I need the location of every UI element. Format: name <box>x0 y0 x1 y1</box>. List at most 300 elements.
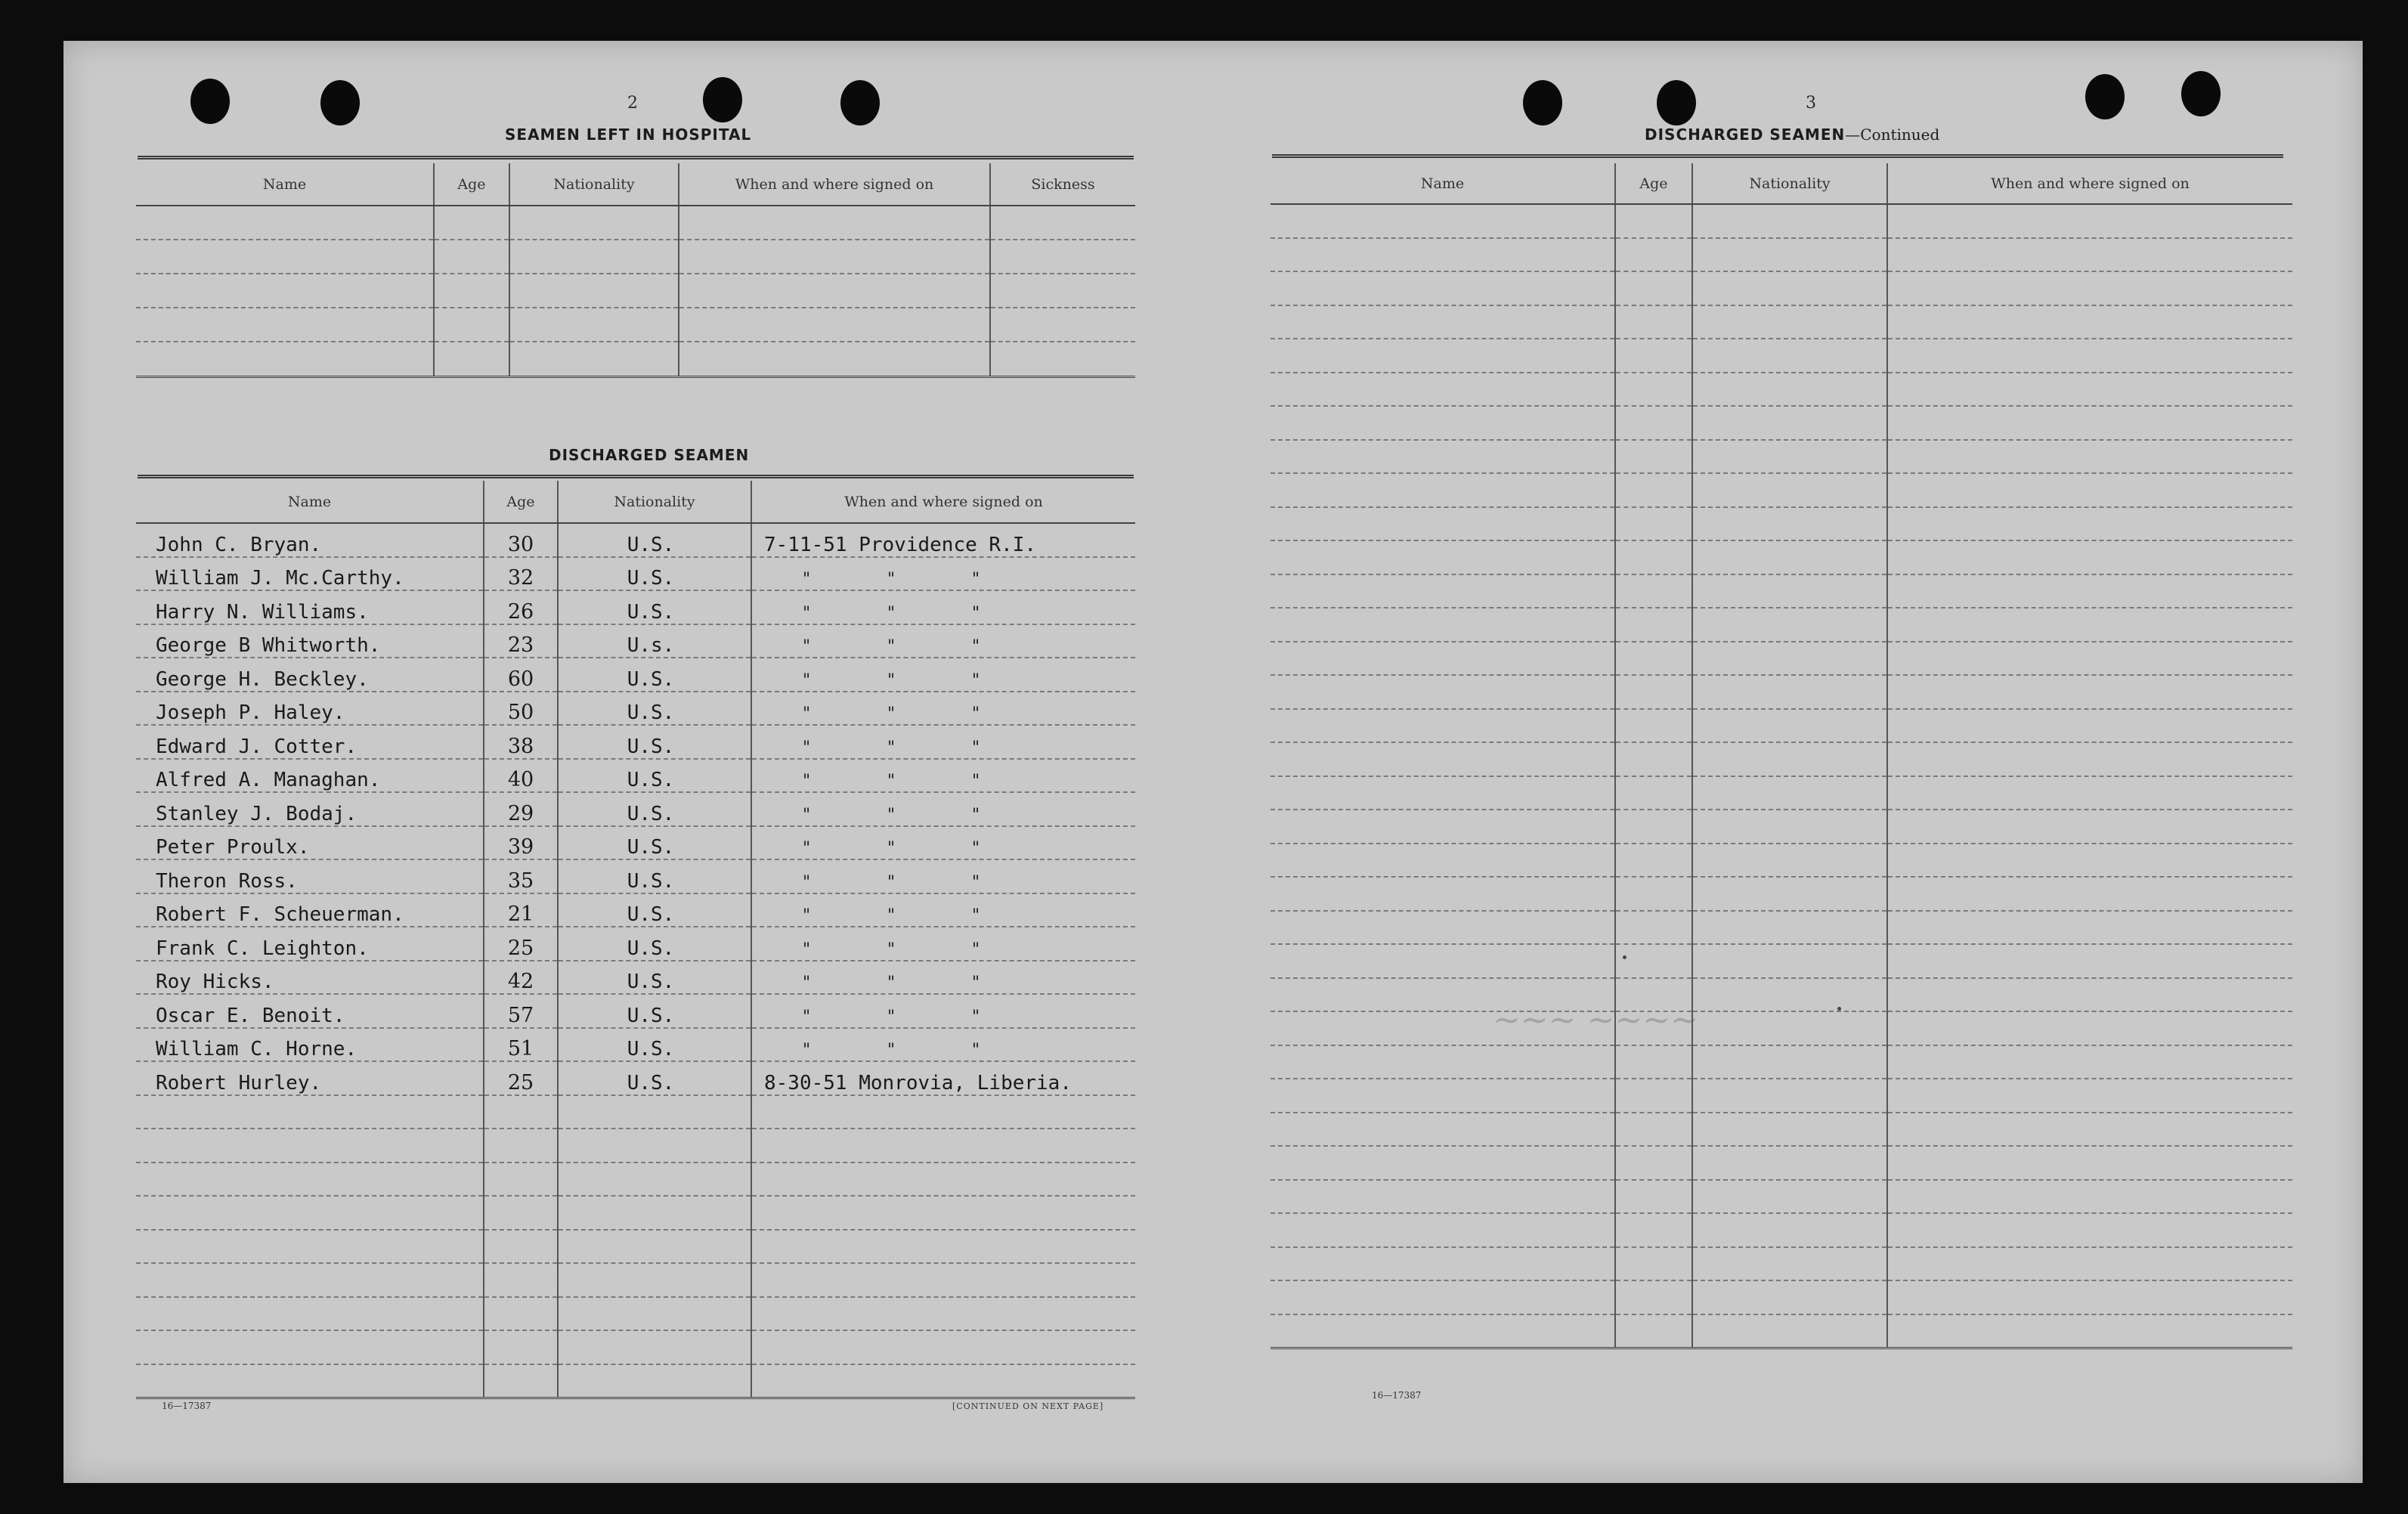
seaman-signed-on <box>751 1297 1135 1331</box>
empty-cell <box>1692 1280 1887 1314</box>
empty-cell <box>1615 1045 1692 1079</box>
seaman-age <box>484 792 558 826</box>
empty-cell <box>1692 440 1887 474</box>
seaman-age <box>484 1263 558 1297</box>
table-row <box>136 792 1135 826</box>
table-row <box>1271 911 2292 945</box>
empty-cell <box>1271 776 1615 810</box>
seaman-nationality <box>558 759 751 793</box>
empty-cell <box>1615 1113 1692 1147</box>
empty-cell <box>1271 1314 1615 1348</box>
empty-cell <box>1271 373 1615 407</box>
right-top-rule <box>1272 154 2283 158</box>
seaman-signed-on <box>751 692 1135 726</box>
empty-cell <box>1887 709 2292 743</box>
empty-cell <box>1615 642 1692 676</box>
ditto-mark: " <box>971 1007 980 1026</box>
seaman-signed-on <box>751 994 1135 1028</box>
ditto-mark: " <box>887 805 896 825</box>
seaman-name <box>136 1263 484 1297</box>
seaman-age <box>484 590 558 624</box>
table-row <box>1271 877 2292 911</box>
empty-cell <box>1692 1146 1887 1180</box>
ditto-mark: " <box>802 1041 811 1060</box>
table-row <box>136 1095 1135 1129</box>
seaman-nationality <box>558 1095 751 1129</box>
empty-cell <box>1615 944 1692 978</box>
seaman-name <box>136 1297 484 1331</box>
seaman-name-text: Stanley J. Bodaj. <box>156 802 357 825</box>
table-row <box>136 1297 1135 1331</box>
column-header-name: Name <box>1271 163 1615 204</box>
empty-cell <box>1692 911 1887 945</box>
empty-cell <box>1615 574 1692 608</box>
table-row <box>1271 844 2292 878</box>
page-number: 3 <box>1806 94 1816 113</box>
empty-cell <box>1692 473 1887 507</box>
seaman-age <box>484 1330 558 1364</box>
seaman-name <box>136 1061 484 1095</box>
seaman-signed-on <box>751 590 1135 624</box>
empty-cell <box>1615 776 1692 810</box>
seaman-signed-on <box>751 792 1135 826</box>
empty-cell <box>1887 608 2292 642</box>
document-sheet <box>63 41 2363 1483</box>
empty-cell <box>1271 271 1615 305</box>
hospital-top-rule <box>138 156 1134 159</box>
empty-cell <box>1692 305 1887 339</box>
empty-cell <box>1615 238 1692 272</box>
title-text: DISCHARGED SEAMEN <box>1645 125 1846 144</box>
table-row <box>136 1364 1135 1398</box>
seaman-name <box>136 1364 484 1398</box>
seaman-nationality <box>558 1061 751 1095</box>
seaman-signed-on-text: 7-11-51 Providence R.I. <box>764 533 1037 556</box>
seaman-name <box>136 624 484 658</box>
punch-hole <box>840 80 880 125</box>
seaman-age <box>484 961 558 995</box>
seaman-age-text: 57 <box>507 1003 534 1027</box>
empty-cell <box>1692 507 1887 541</box>
table-row <box>1271 1213 2292 1247</box>
seaman-signed-on <box>751 1095 1135 1129</box>
seaman-nationality <box>558 1163 751 1197</box>
seaman-name <box>136 1230 484 1264</box>
table-row <box>136 624 1135 658</box>
ditto-mark: " <box>971 570 980 589</box>
seaman-signed-on <box>751 893 1135 927</box>
table-row <box>136 1263 1135 1297</box>
table-row <box>1271 305 2292 339</box>
seaman-name <box>136 557 484 591</box>
ditto-mark: " <box>887 772 896 791</box>
seaman-signed-on-text: 8-30-51 Monrovia, Liberia. <box>764 1071 1072 1094</box>
table-row <box>136 994 1135 1028</box>
table-row <box>136 523 1135 557</box>
empty-cell <box>1271 1045 1615 1079</box>
seaman-name-text: Harry N. Williams. <box>156 600 369 624</box>
empty-cell <box>1887 1079 2292 1113</box>
table-row <box>136 893 1135 927</box>
ditto-mark: " <box>971 906 980 925</box>
ditto-mark: " <box>971 974 980 992</box>
empty-cell <box>1887 1045 2292 1079</box>
seaman-nationality-text: U.S. <box>627 1004 675 1027</box>
seaman-signed-on <box>751 759 1135 793</box>
ditto-mark: " <box>802 906 811 925</box>
ditto-mark: " <box>802 704 811 723</box>
table-row <box>1271 1113 2292 1147</box>
empty-cell <box>1887 810 2292 844</box>
ditto-mark: " <box>971 1041 980 1060</box>
seaman-name <box>136 658 484 692</box>
empty-cell <box>1615 1314 1692 1348</box>
table-row <box>136 826 1135 860</box>
empty-cell <box>1615 507 1692 541</box>
column-header-signed-on: When and where signed on <box>679 163 990 206</box>
empty-cell <box>1692 574 1887 608</box>
seaman-signed-on <box>751 961 1135 995</box>
ditto-mark: " <box>802 738 811 757</box>
seaman-name-text: George H. Beckley. <box>156 667 369 691</box>
seaman-age-text: 21 <box>507 903 534 926</box>
table-row <box>136 859 1135 893</box>
seaman-name-text: Robert F. Scheuerman. <box>156 903 404 926</box>
seaman-nationality <box>558 893 751 927</box>
ditto-mark: " <box>887 906 896 925</box>
seaman-nationality <box>558 1230 751 1264</box>
empty-cell <box>1692 810 1887 844</box>
seaman-signed-on <box>751 725 1135 759</box>
ditto-mark: " <box>971 603 980 623</box>
ditto-mark: " <box>887 872 896 892</box>
seaman-name <box>136 590 484 624</box>
seaman-signed-on <box>751 1163 1135 1197</box>
table-row <box>1271 810 2292 844</box>
ditto-mark: " <box>887 738 896 757</box>
seaman-age <box>484 994 558 1028</box>
seaman-age-text: 35 <box>507 868 534 893</box>
empty-cell <box>1615 810 1692 844</box>
empty-cell <box>1615 271 1692 305</box>
empty-cell <box>1271 406 1615 440</box>
column-header-nationality: Nationality <box>558 481 751 523</box>
seaman-age <box>484 759 558 793</box>
column-header-signed-on: When and where signed on <box>751 481 1135 523</box>
table-row <box>1271 1314 2292 1348</box>
table-row <box>1271 675 2292 709</box>
empty-cell <box>1692 204 1887 238</box>
seaman-name-text: Robert Hurley. <box>156 1071 322 1094</box>
empty-cell <box>1615 877 1692 911</box>
seaman-name-text: William C. Horne. <box>156 1038 357 1060</box>
seaman-nationality-text: U.S. <box>627 869 675 893</box>
ditto-mark: " <box>887 570 896 589</box>
seaman-nationality-text: U.S. <box>627 971 675 993</box>
empty-cell <box>1692 978 1887 1012</box>
seaman-age-text: 60 <box>507 667 534 691</box>
table-row <box>1271 1180 2292 1214</box>
empty-cell <box>1692 339 1887 373</box>
table-row <box>136 1163 1135 1197</box>
empty-cell <box>1887 1247 2292 1281</box>
empty-cell <box>1887 911 2292 945</box>
seaman-age <box>484 1297 558 1331</box>
empty-cell <box>1615 608 1692 642</box>
empty-cell <box>1692 1011 1887 1045</box>
table-row <box>1271 406 2292 440</box>
discharged-continued-title <box>1645 125 1939 144</box>
ditto-mark: " <box>802 805 811 825</box>
empty-cell <box>1271 1280 1615 1314</box>
empty-cell <box>1887 305 2292 339</box>
seaman-age-text: 29 <box>507 801 534 825</box>
seaman-age <box>484 927 558 961</box>
table-row <box>1271 1247 2292 1281</box>
seaman-age <box>484 1129 558 1163</box>
speck <box>1623 955 1626 959</box>
seaman-signed-on <box>751 826 1135 860</box>
seaman-name <box>136 1028 484 1062</box>
empty-cell <box>1271 911 1615 945</box>
empty-cell <box>1887 1113 2292 1147</box>
seaman-name <box>136 893 484 927</box>
ditto-mark: " <box>802 772 811 791</box>
empty-cell <box>1887 473 2292 507</box>
seaman-age-text: 25 <box>507 936 534 960</box>
empty-cell <box>1615 406 1692 440</box>
seaman-name <box>136 523 484 557</box>
seaman-signed-on <box>751 1196 1135 1230</box>
ditto-mark: " <box>971 637 980 656</box>
empty-cell <box>1887 574 2292 608</box>
seaman-nationality <box>558 658 751 692</box>
seaman-age <box>484 859 558 893</box>
empty-cell <box>1887 204 2292 238</box>
empty-cell <box>1887 675 2292 709</box>
speck <box>1837 1007 1841 1011</box>
empty-cell <box>1692 1314 1887 1348</box>
table-row <box>136 1196 1135 1230</box>
empty-cell <box>1692 776 1887 810</box>
empty-cell <box>1887 440 2292 474</box>
seaman-nationality-text: U.S. <box>627 1071 675 1094</box>
empty-cell <box>1615 373 1692 407</box>
seaman-signed-on <box>751 658 1135 692</box>
seaman-age-text: 32 <box>507 566 534 590</box>
seaman-age <box>484 658 558 692</box>
empty-cell <box>1887 1213 2292 1247</box>
seaman-age <box>484 624 558 658</box>
seaman-nationality-text: U.S. <box>627 701 675 724</box>
hospital-table <box>136 163 1135 378</box>
seaman-nationality-text: U.S. <box>627 735 675 758</box>
ditto-mark: " <box>802 940 811 959</box>
seaman-age <box>484 1028 558 1062</box>
seaman-age-text: 26 <box>507 599 534 624</box>
empty-cell <box>1692 1180 1887 1214</box>
empty-cell <box>1615 1247 1692 1281</box>
punch-hole <box>703 77 742 122</box>
seaman-nationality <box>558 1263 751 1297</box>
empty-cell <box>1271 540 1615 574</box>
form-number: 16—17387 <box>162 1401 212 1411</box>
ditto-mark: " <box>802 1007 811 1026</box>
table-row <box>1271 574 2292 608</box>
table-row <box>1271 608 2292 642</box>
empty-cell <box>1692 742 1887 776</box>
seaman-signed-on <box>751 1230 1135 1264</box>
empty-cell <box>1271 507 1615 541</box>
punch-hole <box>320 80 360 125</box>
table-row <box>1271 540 2292 574</box>
ditto-mark: " <box>802 670 811 690</box>
seaman-age-text: 51 <box>507 1037 534 1060</box>
empty-cell <box>1271 305 1615 339</box>
seaman-name-text: George B Whitworth. <box>156 634 381 657</box>
empty-cell <box>1887 507 2292 541</box>
table-row <box>136 658 1135 692</box>
empty-cell <box>1615 709 1692 743</box>
seaman-nationality <box>558 826 751 860</box>
page-3 <box>1213 41 2363 1483</box>
seaman-age <box>484 1364 558 1398</box>
empty-cell <box>1615 540 1692 574</box>
table-row <box>1271 1079 2292 1113</box>
seaman-nationality <box>558 1129 751 1163</box>
ditto-mark: " <box>971 805 980 825</box>
table-row <box>1271 1011 2292 1045</box>
table-row <box>136 342 1135 376</box>
empty-cell <box>1887 944 2292 978</box>
empty-cell <box>1887 776 2292 810</box>
page-number: 2 <box>627 94 638 113</box>
table-row <box>1271 978 2292 1012</box>
seaman-age-text: 30 <box>507 532 534 556</box>
table-row <box>136 759 1135 793</box>
discharged-section-title: DISCHARGED SEAMEN <box>549 446 750 464</box>
seaman-nationality-text: U.S. <box>627 567 675 590</box>
seaman-age-text: 40 <box>507 768 534 791</box>
table-row <box>1271 642 2292 676</box>
empty-cell <box>1615 1280 1692 1314</box>
table-row <box>1271 1280 2292 1314</box>
empty-cell <box>1692 271 1887 305</box>
empty-cell <box>1692 709 1887 743</box>
seaman-name <box>136 961 484 995</box>
table-row <box>136 961 1135 995</box>
empty-cell <box>1271 339 1615 373</box>
empty-cell <box>1271 844 1615 878</box>
column-header-nationality: Nationality <box>509 163 679 206</box>
seaman-name-text: John C. Bryan. <box>156 533 322 556</box>
empty-cell <box>1692 877 1887 911</box>
seaman-name-text: Oscar E. Benoit. <box>156 1004 345 1027</box>
seaman-name <box>136 1330 484 1364</box>
discharged-table <box>136 481 1135 1399</box>
empty-cell <box>1887 1314 2292 1348</box>
seaman-nationality <box>558 692 751 726</box>
seaman-name-text: Joseph P. Haley. <box>156 701 345 724</box>
table-row <box>136 590 1135 624</box>
seaman-nationality <box>558 624 751 658</box>
ditto-mark: " <box>971 772 980 791</box>
column-header-name: Name <box>136 481 484 523</box>
empty-cell <box>1271 944 1615 978</box>
empty-cell <box>1615 473 1692 507</box>
seaman-nationality <box>558 590 751 624</box>
empty-cell <box>1615 1079 1692 1113</box>
empty-cell <box>1692 540 1887 574</box>
seaman-name-text: William J. Mc.Carthy. <box>156 567 404 590</box>
empty-cell <box>1887 742 2292 776</box>
seaman-nationality <box>558 927 751 961</box>
table-row <box>136 1230 1135 1264</box>
table-row <box>136 927 1135 961</box>
ditto-mark: " <box>887 974 896 992</box>
table-row <box>1271 742 2292 776</box>
seaman-signed-on <box>751 624 1135 658</box>
empty-cell <box>1887 373 2292 407</box>
ditto-mark: " <box>887 940 896 959</box>
seaman-nationality-text: U.S. <box>627 903 675 926</box>
column-header-signed-on: When and where signed on <box>1887 163 2292 204</box>
table-row <box>1271 339 2292 373</box>
empty-cell <box>1887 877 2292 911</box>
seaman-age-text: 38 <box>507 734 534 758</box>
seaman-name-text: Theron Ross. <box>156 869 298 893</box>
empty-cell <box>1271 204 1615 238</box>
ditto-mark: " <box>971 872 980 892</box>
empty-cell <box>1615 1146 1692 1180</box>
empty-cell <box>1887 339 2292 373</box>
empty-cell <box>1887 978 2292 1012</box>
seaman-nationality <box>558 859 751 893</box>
page-2 <box>63 41 1213 1483</box>
seaman-signed-on <box>751 1028 1135 1062</box>
table-row <box>1271 944 2292 978</box>
empty-cell <box>1615 675 1692 709</box>
table-row <box>136 557 1135 591</box>
table-row <box>1271 1045 2292 1079</box>
seaman-name-text: Frank C. Leighton. <box>156 937 369 960</box>
seaman-name <box>136 1196 484 1230</box>
seaman-nationality <box>558 1297 751 1331</box>
empty-cell <box>1271 810 1615 844</box>
empty-cell <box>1692 844 1887 878</box>
table-row <box>136 240 1135 274</box>
table-row <box>136 1330 1135 1364</box>
empty-cell <box>1692 1247 1887 1281</box>
seaman-nationality-text: U.S. <box>627 600 675 624</box>
discharged-continued-table <box>1271 163 2292 1349</box>
seaman-nationality <box>558 725 751 759</box>
punch-hole <box>2085 74 2125 119</box>
seaman-name-text: Peter Proulx. <box>156 836 310 859</box>
empty-cell <box>1271 709 1615 743</box>
table-row <box>1271 238 2292 272</box>
seaman-name <box>136 826 484 860</box>
empty-cell <box>1692 608 1887 642</box>
ditto-mark: " <box>887 1041 896 1060</box>
ditto-mark: " <box>802 637 811 656</box>
punch-hole <box>1657 80 1696 125</box>
empty-cell <box>1692 373 1887 407</box>
seaman-signed-on <box>751 927 1135 961</box>
empty-cell <box>1271 877 1615 911</box>
empty-cell <box>1615 440 1692 474</box>
table-row <box>1271 204 2292 238</box>
